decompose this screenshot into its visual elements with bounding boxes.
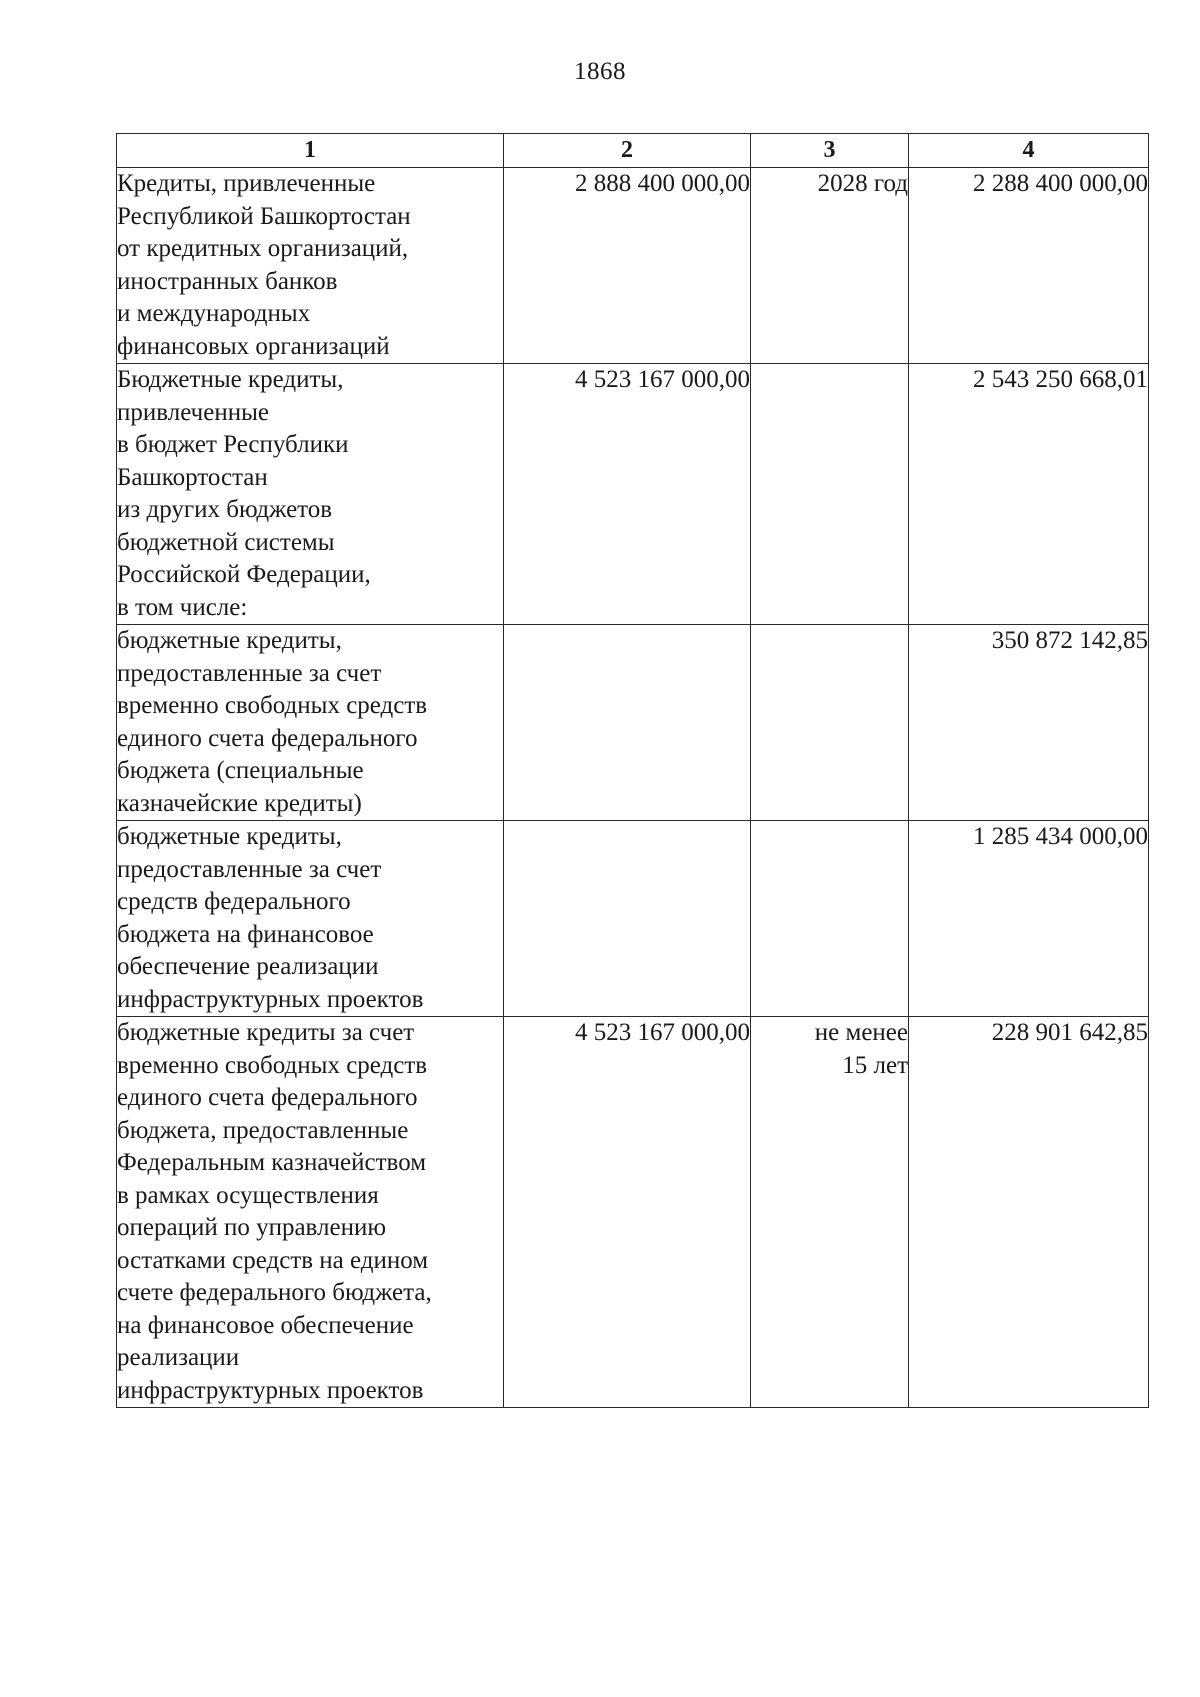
- debt-type-line: предоставленные за счет: [117, 659, 382, 687]
- table-row: [117, 625, 1149, 821]
- cell-amount: 2 888 400 000,00: [504, 168, 751, 364]
- column-header: 1: [117, 134, 504, 168]
- table-row: [117, 168, 1149, 364]
- table-row: [117, 364, 1149, 625]
- debt-type-line: обеспечение реализации: [117, 953, 379, 980]
- debt-type-line: от кредитных организаций,: [117, 235, 409, 262]
- debt-type-line: бюджетные кредиты,: [117, 627, 342, 654]
- debt-type-line: инфраструктурных проектов: [117, 985, 424, 1013]
- cell-term: [751, 821, 909, 1017]
- cell-balance: 350 872 142,85: [909, 625, 1149, 821]
- cell-debt-type: [117, 364, 504, 625]
- debt-type-line: в бюджет Республики: [117, 431, 349, 458]
- cell-amount: 4 523 167 000,00: [504, 364, 751, 625]
- cell-amount: 4 523 167 000,00: [504, 1017, 751, 1408]
- cell-debt-type: [117, 625, 504, 821]
- column-header: 4: [909, 134, 1149, 168]
- debt-type-line: единого счета федерального: [117, 1084, 418, 1111]
- debt-type-line: Башкортостан: [117, 463, 268, 491]
- debt-type-line: единого счета федерального: [117, 724, 418, 752]
- debt-type-line: предоставленные за счет: [117, 855, 382, 883]
- column-header: 2: [504, 134, 751, 168]
- cell-balance: 228 901 642,85: [909, 1017, 1149, 1408]
- debt-type-line: временно свободных средств: [117, 1051, 428, 1079]
- debt-type-line: Кредиты, привлеченные: [117, 170, 376, 197]
- debt-type-line: финансовых организаций: [117, 332, 390, 360]
- cell-debt-type: [117, 821, 504, 1017]
- cell-balance: 1 285 434 000,00: [909, 821, 1149, 1017]
- term-line: 2028 год: [817, 170, 908, 197]
- debt-type-line: бюджета, предоставленные: [117, 1116, 409, 1144]
- debt-type-line: средств федерального: [117, 888, 351, 915]
- table-header-row: [117, 134, 1149, 168]
- debt-type-line: бюджета (специальные: [117, 757, 364, 784]
- debt-type-line: операций по управлению: [117, 1214, 387, 1241]
- debt-type-line: привлеченные: [117, 398, 270, 426]
- cell-term: [751, 625, 909, 821]
- cell-debt-type: [117, 168, 504, 364]
- cell-amount: [504, 625, 751, 821]
- debt-type-line: в том числе:: [117, 593, 248, 621]
- debt-type-line: счете федерального бюджета,: [117, 1279, 432, 1306]
- debt-type-line: бюджетные кредиты за счет: [117, 1019, 415, 1046]
- debt-type-line: остатками средств на едином: [117, 1246, 429, 1274]
- debt-type-line: реализации: [117, 1344, 240, 1371]
- debt-type-line: бюджетной системы: [117, 528, 335, 556]
- debt-type-line: бюджета на финансовое: [117, 920, 374, 948]
- cell-debt-type: [117, 1017, 504, 1408]
- debt-type-line: и международных: [117, 300, 311, 327]
- debt-type-line: в рамках осуществления: [117, 1181, 379, 1209]
- page-number: 1868: [574, 58, 626, 85]
- debt-type-line: инфраструктурных проектов: [117, 1376, 424, 1404]
- debt-type-line: казначейские кредиты): [117, 789, 362, 817]
- debt-type-line: иностранных банков: [117, 267, 338, 295]
- debt-type-line: временно свободных средств: [117, 692, 428, 719]
- debt-type-line: бюджетные кредиты,: [117, 823, 342, 850]
- table-row: [117, 1017, 1149, 1408]
- term-line: 15 лет: [842, 1051, 908, 1079]
- table-row: [117, 821, 1149, 1017]
- debt-type-line: из других бюджетов: [117, 496, 333, 523]
- cell-balance: 2 288 400 000,00: [909, 168, 1149, 364]
- column-header: 3: [751, 134, 909, 168]
- debt-type-line: Бюджетные кредиты,: [117, 366, 344, 393]
- cell-term: [751, 1017, 909, 1408]
- cell-balance: 2 543 250 668,01: [909, 364, 1149, 625]
- debt-type-line: на финансовое обеспечение: [117, 1311, 414, 1339]
- table-body: [117, 168, 1149, 1408]
- term-line: не менее: [814, 1019, 908, 1046]
- debt-type-line: Российской Федерации,: [117, 561, 371, 588]
- cell-term: [751, 364, 909, 625]
- debt-table: [116, 133, 1149, 1408]
- debt-type-line: Федеральным казначейством: [117, 1149, 427, 1176]
- cell-amount: [504, 821, 751, 1017]
- cell-term: [751, 168, 909, 364]
- debt-type-line: Республикой Башкортостан: [117, 202, 411, 230]
